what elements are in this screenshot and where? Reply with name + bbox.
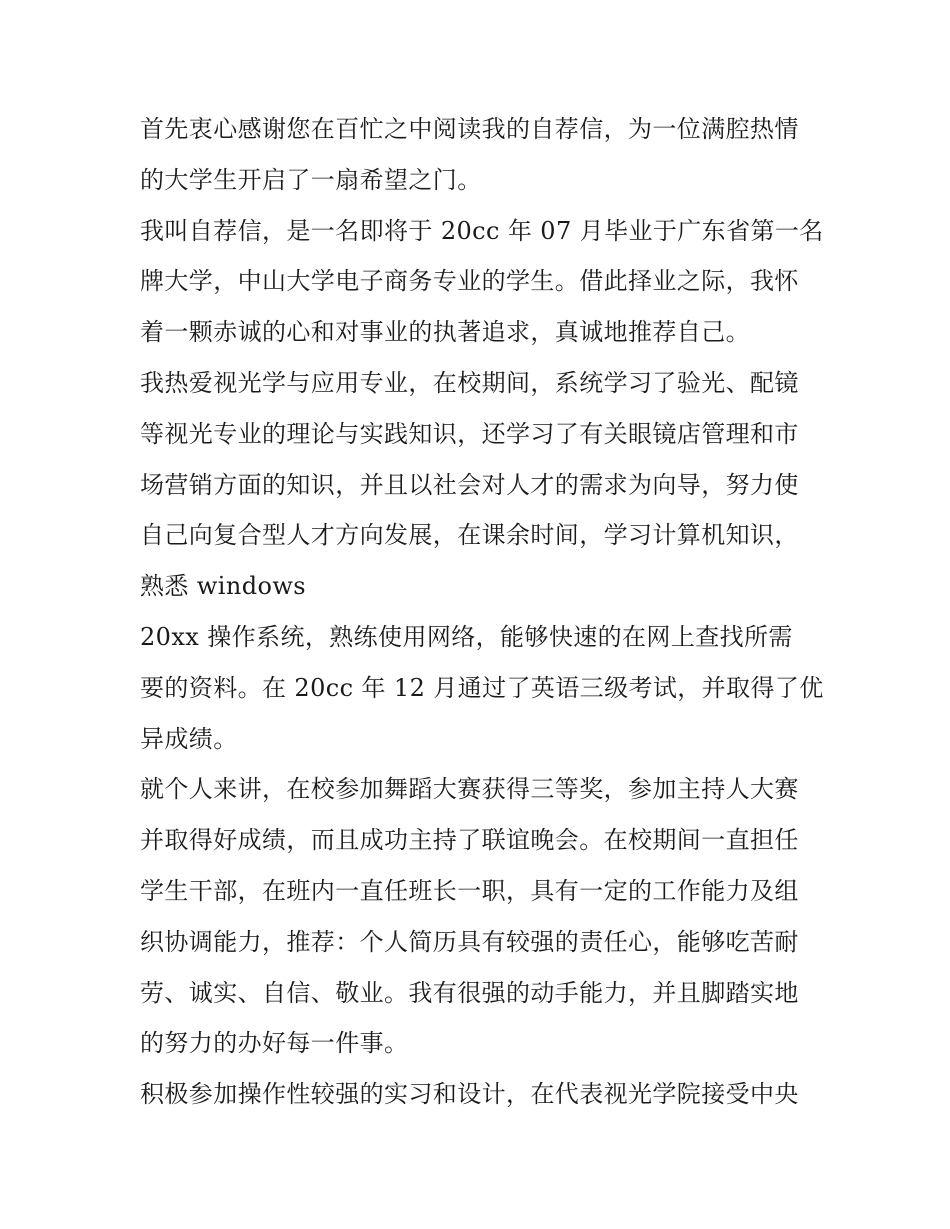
text-line: 场营销方面的知识，并且以社会对人才的需求为向导，努力使 (140, 470, 799, 499)
text-line: 牌大学，中山大学电子商务专业的学生。借此择业之际，我怀 (140, 267, 799, 296)
text-line: 要的资料。在 20cc 年 12 月通过了英语三级考试，并取得了优 (140, 673, 824, 702)
paragraph-introduction (140, 206, 824, 358)
text-line: 我叫自荐信，是一名即将于 20cc 年 07 月毕业于广东省第一名 (140, 216, 824, 245)
text-line: 我热爱视光学与应用专业，在校期间，系统学习了验光、配镜 (140, 368, 799, 397)
text-line: 积极参加操作性较强的实习和设计，在代表视光学院接受中央 (140, 1080, 799, 1109)
paragraph-activities (140, 764, 820, 1069)
paragraph-skills (140, 612, 824, 764)
text-line: 异成绩。 (140, 724, 238, 753)
text-line: 的努力的办好每一件事。 (140, 1029, 409, 1058)
text-line: 就个人来讲，在校参加舞蹈大赛获得三等奖，参加主持人大赛 (140, 775, 799, 804)
text-line: 学生干部，在班内一直任班长一职，具有一定的工作能力及组 (140, 876, 799, 905)
text-line: 等视光专业的理论与实践知识，还学习了有关眼镜店管理和市 (140, 419, 799, 448)
paragraph-practice (140, 1069, 820, 1120)
text-line: 织协调能力，推荐：个人简历具有较强的责任心，能够吃苦耐 (140, 927, 799, 956)
text-line: 着一颗赤诚的心和对事业的执著追求，真诚地推荐自己。 (140, 318, 750, 347)
text-line: 自己向复合型人才方向发展，在课余时间，学习计算机知识， (140, 521, 799, 550)
text-line: 首先衷心感谢您在百忙之中阅读我的自荐信，为一位满腔热情 (140, 115, 799, 143)
text-line: 20xx 操作系统，熟练使用网络，能够快速的在网上查找所需 (140, 622, 793, 651)
letter-body (140, 104, 824, 1120)
paragraph-studies (140, 358, 820, 612)
text-line: 的大学生开启了一扇希望之门。 (140, 165, 482, 194)
text-line: 并取得好成绩，而且成功主持了联谊晚会。在校期间一直担任 (140, 826, 799, 855)
text-line: 劳、诚实、自信、敬业。我有很强的动手能力，并且脚踏实地 (140, 978, 799, 1007)
text-line: 熟悉 windows (140, 572, 306, 601)
paragraph-greeting (140, 104, 820, 206)
